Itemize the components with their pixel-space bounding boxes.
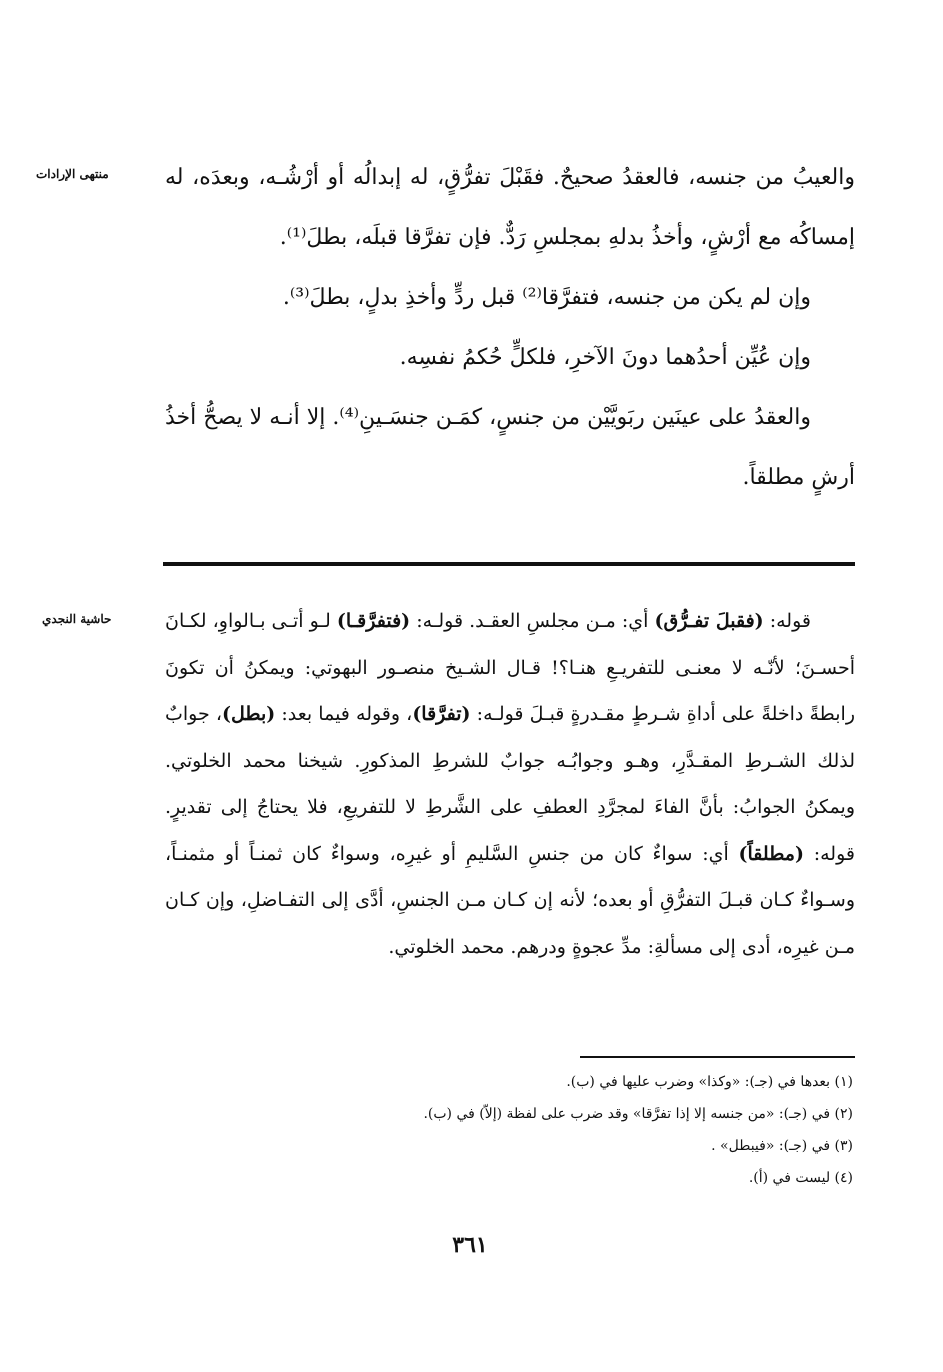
main-paragraph: وإن لم يكن من جنسه، فتفرَّقا⁽²⁾ قبل ردٍّ وأخذِ بدلٍ، بطلَ⁽³⁾. [282, 285, 811, 310]
footnote: (٤) ليست في (أ). [748, 1170, 853, 1186]
quoted-term: (مطلقاً) [738, 842, 804, 865]
commentary-run: أي: سواءٌ كان من جنسِ السَّليمِ أو غيرِه، وسواءٌ كان ثمنـاً أو مثمنـاً، وسـواءٌ كـان قبـلَ التفرُّقِ أو بعده؛ لأنه إن كـان مـن الجنسِ، أدَّى إلى التفـاضلِ، وإن كـان مـن غيرِه، أدى إلى مسألةِ: مدِّ عجوةٍ ودرهم. محمد الخلوتي. [165, 842, 855, 958]
footnote: (٣) في (جـ): «فيبطل» . [711, 1138, 853, 1154]
margin-label-main-text: منتهى الإرادات [36, 167, 109, 181]
quoted-term: (فقبلَ تفـرُّق) [654, 610, 764, 632]
footnote-divider [580, 1056, 855, 1058]
commentary-run: ، جوابٌ لذلك الشـرطِ المقـدَّرِ، وهـو وجوابُـه جوابٌ للشرطِ المذكورِ. شيخنا محمد الخلوتي. ويمكنُ الجوابُ: بأنَّ الفاءَ لمجرَّدِ العطفِ على الشَّرطِ لا للتفريعِ، فلا يحتاجُ إلى تقديرٍ. قوله: [165, 703, 855, 865]
main-text [165, 148, 855, 508]
commentary-run: قوله: [763, 610, 811, 632]
commentary-run: ، وقوله فيما بعد: [275, 703, 413, 725]
commentary-run: لـو أتـى بـالواوِ، لكـانَ أحسـنَ؛ لأنّـه لا معنـى للتفريـعِ هنـا؟! قـال الشـيخ منصـور البهوتي: ويمكنُ أن تكونَ رابطةً داخلةً على أداةِ شـرطٍ مقـدرةٍ قبـلَ قولـه: [165, 610, 856, 725]
footnotes [165, 1066, 853, 1194]
quoted-term: (بطل) [221, 703, 276, 725]
margin-label-commentary: حاشية النجدي [42, 612, 112, 626]
main-paragraph: والعيبُ من جنسه، فالعقدُ صحيحٌ. فقَبْلَ تفرُّقٍ، له إبدالُه أو أرْشُـه، وبعدَه، له إمساكُه مع أرْشٍ، وأخذُ بدلهِ بمجلسِ رَدٌّ. فإن تفرَّقا قبلَه، بطلَ⁽¹⁾. [165, 165, 855, 250]
main-paragraph: والعقدُ على عينَين ربَويَّيْن من جنسٍ، كمَـن جنسَـينِ⁽⁴⁾. إلا أنـه لا يصحُّ أخذُ أرشٍ مطلقاً. [165, 405, 855, 490]
footnote: (٢) في (جـ): «من جنسه إلا إذا تفرَّقا» وقد ضرب على لفظة (إلاّ) في (ب). [423, 1106, 853, 1122]
quoted-term: (فتفرَّقـا) [336, 610, 411, 632]
commentary-paragraph [165, 598, 855, 970]
commentary-run: أي: مـن مجلسِ العقـد. قولـه: [410, 610, 655, 632]
quoted-term: (تفرَّقا) [412, 703, 471, 725]
section-divider [163, 562, 855, 566]
commentary-text [165, 598, 855, 970]
page-number: ٣٦١ [452, 1232, 488, 1258]
footnote: (١) بعدها في (جـ): «وكذا» وضرب عليها في (ب). [566, 1074, 853, 1090]
main-paragraph: وإن عُيِّن أحدُهما دونَ الآخرِ، فلكلٍّ حُكمُ نفسِه. [399, 345, 811, 370]
